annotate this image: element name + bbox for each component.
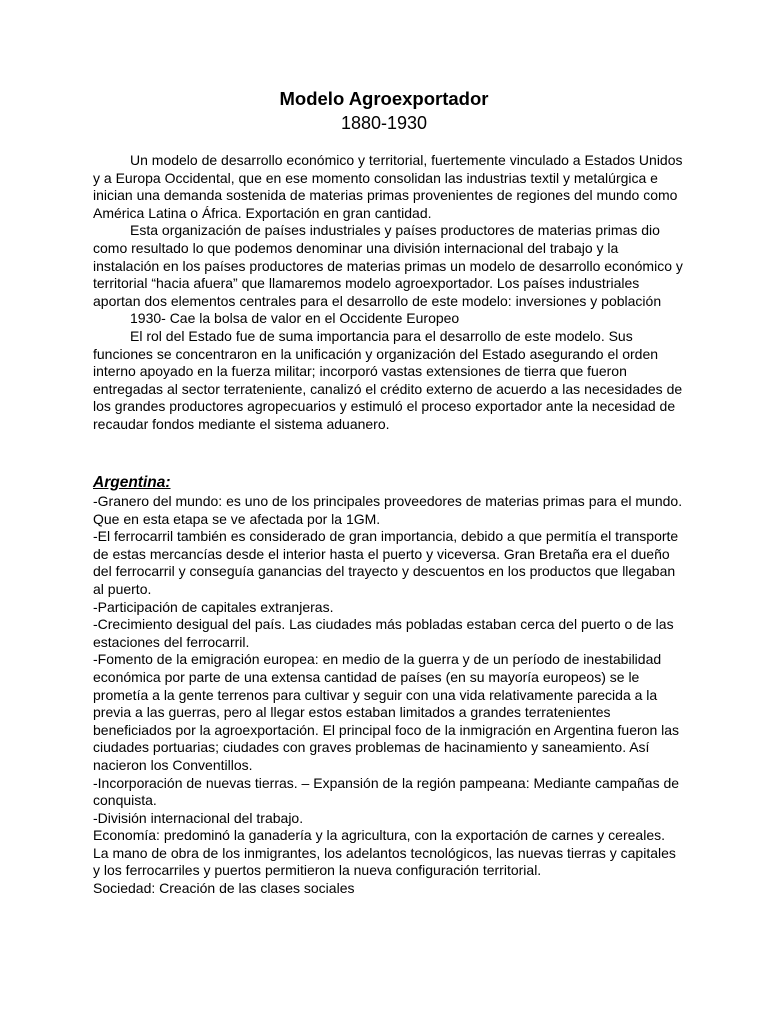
argentina-item: -Granero del mundo: es uno de los principales proveedores de materias primas para el mundo. Que en esta etapa se ve afectada por la 1GM. — [93, 493, 683, 527]
intro-section — [93, 152, 683, 434]
argentina-item: -Fomento de la emigración europea: en medio de la guerra y de un período de inestabilidad económica por parte de una extensa cantidad de países (en su mayoría europeos) se le prometía a la gente terrenos para cultivar y seguir con una vida relativamente parecida a la previa a las guerras, pero al llegar estos estaban limitados a grandes terratenientes beneficiados por la agroexportación. El principal foco de la inmigración en Argentina fueron las ciudades portuarias; ciudades con graves problemas de hacinamiento y saneamiento. Así nacieron los Conventillos. — [93, 651, 680, 773]
document-title: Modelo Agroexportador — [279, 88, 489, 109]
argentina-section — [93, 473, 683, 898]
intro-paragraph: El rol del Estado fue de suma importancia para el desarrollo de este modelo. Sus funciones se concentraron en la unificación y organización del Estado asegurando el orden interno apoyado en la fuerza militar; incorporó vastas extensiones de tierra que fueron entregadas al sector terrateniente, canalizó el crédito externo de acuerdo a las necesidades de los grandes productores agropecuarios y estimuló el proceso exportador ante la necesidad de recaudar fondos mediante el sistema aduanero. — [93, 327, 683, 432]
intro-paragraph: 1930- Cae la bolsa de valor en el Occidente Europeo — [130, 310, 460, 327]
document-period: 1880-1930 — [340, 113, 428, 133]
intro-paragraph: Un modelo de desarrollo económico y territorial, fuertemente vinculado a Estados Unidos y a Europa Occidental, que en ese momento consolidan las industrias textil y metalúrgica e inician una demanda sostenida de materias primas provenientes de regiones del mundo como América Latina o África. Exportación en gran cantidad. — [93, 152, 683, 221]
argentina-item: -El ferrocarril también es considerado de gran importancia, debido a que permitía el transporte de estas mercancías desde el interior hasta el puerto y viceversa. Gran Bretaña era el dueño del ferrocarril y conseguía ganancias del trayecto y descuentos en los productos que llegaban al puerto. — [93, 528, 679, 597]
argentina-item: -Crecimiento desigual del país. Las ciudades más pobladas estaban cerca del puerto o de las estaciones del ferrocarril. — [93, 616, 674, 650]
argentina-item: -División internacional del trabajo. — [93, 809, 304, 826]
intro-paragraph: Esta organización de países industriales y países productores de materias primas dio como resultado lo que podemos denominar una división internacional del trabajo y la instalación en los países productores de materias primas un modelo de desarrollo económico y territorial “hacia afuera” que llamaremos modelo agroexportador. Los países industriales aportan dos elementos centrales para el desarrollo de este modelo: inversiones y población — [93, 222, 683, 309]
argentina-item: Economía: predominó la ganadería y la agricultura, con la exportación de carnes y cereales. La mano de obra de los inmigrantes, los adelantos tecnológicos, las nuevas tierras y capitales y los ferrocarriles y puertos permitieron la nueva configuración territorial. — [93, 827, 676, 879]
argentina-item: -Incorporación de nuevas tierras. – Expansión de la región pampeana: Mediante campañas de conquista. — [93, 774, 680, 809]
argentina-item: -Participación de capitales extranjeras. — [93, 598, 334, 615]
argentina-item: Sociedad: Creación de las clases sociales — [93, 880, 355, 897]
argentina-heading: Argentina: — [93, 474, 171, 491]
